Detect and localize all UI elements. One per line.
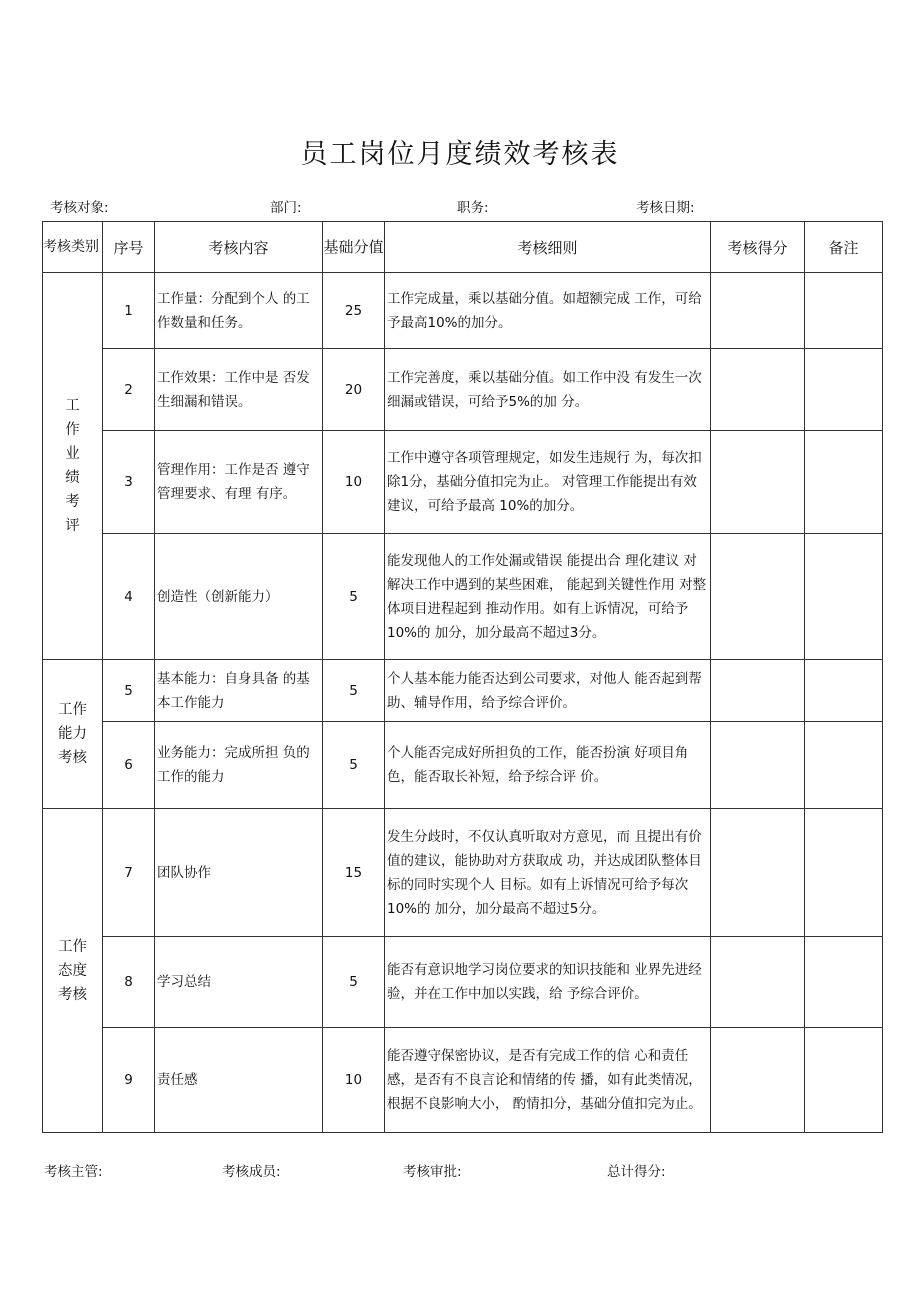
row-score-cell[interactable]	[711, 937, 805, 1028]
date-label: 考核日期:	[636, 200, 695, 216]
table-row	[43, 349, 883, 431]
header-remark: 备注	[805, 222, 883, 273]
row-base-score: 25	[323, 273, 385, 349]
row-no: 8	[103, 937, 155, 1028]
row-content: 工作效果：工作中是 否发生细漏和错误。	[155, 349, 323, 431]
row-base-score: 15	[323, 809, 385, 937]
assessment-table	[42, 221, 883, 1133]
row-score-cell[interactable]	[711, 431, 805, 534]
row-base-score: 10	[323, 431, 385, 534]
row-score-cell[interactable]	[711, 273, 805, 349]
row-detail: 能否有意识地学习岗位要求的知识技能和 业界先进经验，并在工作中加以实践，给 予综合评价。	[385, 937, 711, 1028]
row-base-score: 5	[323, 660, 385, 722]
row-detail: 能否遵守保密协议，是否有完成工作的信 心和责任感，是否有不良言论和情绪的传 播，如有此类情况，根据不良影响大小， 酌情扣分，基础分值扣完为止。	[385, 1028, 711, 1133]
row-base-score: 5	[323, 937, 385, 1028]
row-content: 责任感	[155, 1028, 323, 1133]
row-content: 创造性（创新能力）	[155, 534, 323, 660]
row-remark-cell[interactable]	[805, 273, 883, 349]
row-score-cell[interactable]	[711, 809, 805, 937]
header-category: 考核类别	[43, 222, 103, 273]
table-row	[43, 534, 883, 660]
row-detail: 个人能否完成好所担负的工作，能否扮演 好项目角色，能否取长补短，给予综合评 价。	[385, 722, 711, 809]
row-remark-cell[interactable]	[805, 349, 883, 431]
row-base-score: 5	[323, 534, 385, 660]
row-score-cell[interactable]	[711, 534, 805, 660]
header-content: 考核内容	[155, 222, 323, 273]
row-detail: 工作完善度，乘以基础分值。如工作中没 有发生一次细漏或错误，可给予5%的加 分。	[385, 349, 711, 431]
row-no: 2	[103, 349, 155, 431]
row-score-cell[interactable]	[711, 1028, 805, 1133]
row-no: 9	[103, 1028, 155, 1133]
row-detail: 个人基本能力能否达到公司要求，对他人 能否起到帮助、辅导作用，给予综合评价。	[385, 660, 711, 722]
supervisor-label: 考核主管:	[44, 1164, 103, 1180]
row-score-cell[interactable]	[711, 722, 805, 809]
row-no: 1	[103, 273, 155, 349]
row-detail: 工作完成量，乘以基础分值。如超额完成 工作，可给予最高10%的加分。	[385, 273, 711, 349]
row-remark-cell[interactable]	[805, 1028, 883, 1133]
row-remark-cell[interactable]	[805, 809, 883, 937]
row-score-cell[interactable]	[711, 349, 805, 431]
row-content: 基本能力：自身具备 的基本工作能力	[155, 660, 323, 722]
page-title: 员工岗位月度绩效考核表	[300, 139, 620, 170]
row-remark-cell[interactable]	[805, 431, 883, 534]
row-detail: 工作中遵守各项管理规定，如发生违规行 为，每次扣除1分，基础分值扣完为止。 对管理工作能提出有效建议，可给予最高 10%的加分。	[385, 431, 711, 534]
header-score: 考核得分	[711, 222, 805, 273]
row-remark-cell[interactable]	[805, 534, 883, 660]
row-no: 6	[103, 722, 155, 809]
row-base-score: 20	[323, 349, 385, 431]
total-label: 总计得分:	[607, 1164, 666, 1180]
row-remark-cell[interactable]	[805, 937, 883, 1028]
row-content: 学习总结	[155, 937, 323, 1028]
category-ability: 工作能力考核	[43, 660, 103, 809]
row-detail: 发生分歧时，不仅认真听取对方意见，而 且提出有价值的建议，能协助对方获取成 功，并达成团队整体目标的同时实现个人 目标。如有上诉情况可给予每次10%的 加分，加分最高不超过5分。	[385, 809, 711, 937]
table-row	[43, 722, 883, 809]
dept-label: 部门:	[270, 200, 302, 216]
row-score-cell[interactable]	[711, 660, 805, 722]
approval-label: 考核审批:	[403, 1164, 462, 1180]
row-base-score: 10	[323, 1028, 385, 1133]
row-content: 管理作用：工作是否 遵守管理要求、有理 有序。	[155, 431, 323, 534]
header-row	[43, 222, 883, 273]
row-remark-cell[interactable]	[805, 660, 883, 722]
position-label: 职务:	[457, 200, 489, 216]
category-performance: 工作业绩考评	[43, 273, 103, 660]
member-label: 考核成员:	[222, 1164, 281, 1180]
header-no: 序号	[103, 222, 155, 273]
row-content: 工作量：分配到个人 的工作数量和任务。	[155, 273, 323, 349]
row-base-score: 5	[323, 722, 385, 809]
table-row	[43, 937, 883, 1028]
row-no: 5	[103, 660, 155, 722]
table-row	[43, 273, 883, 349]
row-no: 3	[103, 431, 155, 534]
table-row	[43, 660, 883, 722]
header-base-score: 基础分值	[323, 222, 385, 273]
row-no: 7	[103, 809, 155, 937]
header-detail: 考核细则	[385, 222, 711, 273]
row-no: 4	[103, 534, 155, 660]
table-row	[43, 1028, 883, 1133]
info-row	[0, 196, 920, 216]
table-row	[43, 431, 883, 534]
table-row	[43, 809, 883, 937]
row-remark-cell[interactable]	[805, 722, 883, 809]
category-attitude: 工作态度考核	[43, 809, 103, 1133]
row-content: 业务能力：完成所担 负的工作的能力	[155, 722, 323, 809]
target-label: 考核对象:	[50, 200, 109, 216]
row-detail: 能发现他人的工作处漏或错误 能提出合 理化建议 对解决工作中遇到的某些困难， 能起到关键性作用 对整体项目进程起到 推动作用。如有上诉情况，可给予10%的 加分，加分最高不超过3分。	[385, 534, 711, 660]
row-content: 团队协作	[155, 809, 323, 937]
